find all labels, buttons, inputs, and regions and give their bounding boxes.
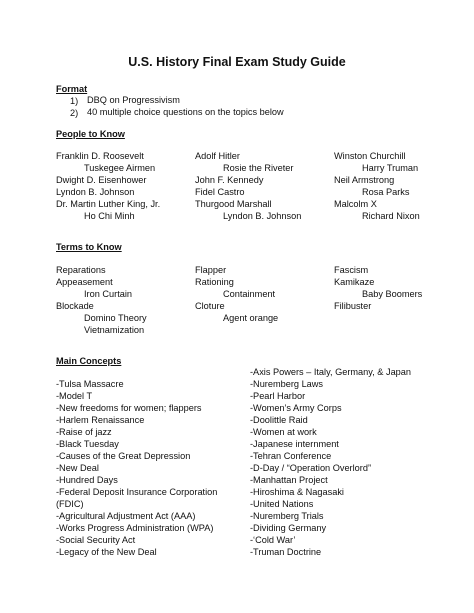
concept-item: (FDIC) xyxy=(56,499,84,509)
format-item: 40 multiple choice questions on the topics below xyxy=(87,107,284,117)
term-item: Cloture xyxy=(195,301,225,311)
concept-item: -Federal Deposit Insurance Corporation xyxy=(56,487,218,497)
concept-item: -Legacy of the New Deal xyxy=(56,547,157,557)
concept-item: -Hiroshima & Nagasaki xyxy=(250,487,344,497)
concept-item: -Pearl Harbor xyxy=(250,391,306,401)
term-item: Baby Boomers xyxy=(362,289,423,299)
terms-heading: Terms to Know xyxy=(56,242,122,252)
concept-item: -Dividing Germany xyxy=(250,523,327,533)
concept-item: -Women’s Army Corps xyxy=(250,403,342,413)
format-item-number: 1) xyxy=(70,96,79,106)
concept-item: -Works Progress Administration (WPA) xyxy=(56,523,214,533)
person-item: Ho Chi Minh xyxy=(84,211,135,221)
concepts-heading: Main Concepts xyxy=(56,356,122,366)
people-heading: People to Know xyxy=(56,129,125,139)
concept-item: -D-Day / “Operation Overlord” xyxy=(250,463,371,473)
concept-item: -Tulsa Massacre xyxy=(56,379,124,389)
person-item: Winston Churchill xyxy=(334,151,406,161)
term-item: Appeasement xyxy=(56,277,113,287)
concept-item: -United Nations xyxy=(250,499,314,509)
person-item: Rosie the Riveter xyxy=(223,163,294,173)
concept-item: -Tehran Conference xyxy=(250,451,332,461)
term-item: Vietnamization xyxy=(84,325,145,335)
term-item: Domino Theory xyxy=(84,313,147,323)
term-item: Reparations xyxy=(56,265,106,275)
concept-item: -New freedoms for women; flappers xyxy=(56,403,202,413)
person-item: Rosa Parks xyxy=(362,187,410,197)
concept-item: -Japanese internment xyxy=(250,439,339,449)
concept-item: -New Deal xyxy=(56,463,99,473)
concept-item: -Social Security Act xyxy=(56,535,136,545)
concept-item: -Axis Powers – Italy, Germany, & Japan xyxy=(250,367,412,377)
person-item: Richard Nixon xyxy=(362,211,420,221)
concept-item: -‘Cold War’ xyxy=(250,535,296,545)
term-item: Flapper xyxy=(195,265,227,275)
term-item: Blockade xyxy=(56,301,94,311)
person-item: Lyndon B. Johnson xyxy=(223,211,302,221)
concept-item: -Model T xyxy=(56,391,93,401)
page-title: U.S. History Final Exam Study Guide xyxy=(128,55,346,69)
term-item: Kamikaze xyxy=(334,277,375,287)
format-heading: Format xyxy=(56,84,88,94)
term-item: Filibuster xyxy=(334,301,372,311)
person-item: Dr. Martin Luther King, Jr. xyxy=(56,199,161,209)
concept-item: -Nuremberg Trials xyxy=(250,511,324,521)
concept-item: -Agricultural Adjustment Act (AAA) xyxy=(56,511,196,521)
person-item: Dwight D. Eisenhower xyxy=(56,175,147,185)
concept-item: -Harlem Renaissance xyxy=(56,415,145,425)
concept-item: -Raise of jazz xyxy=(56,427,112,437)
term-item: Agent orange xyxy=(223,313,279,323)
term-item: Rationing xyxy=(195,277,234,287)
concept-item: -Doolittle Raid xyxy=(250,415,308,425)
person-item: Adolf Hitler xyxy=(195,151,240,161)
concept-item: -Women at work xyxy=(250,427,317,437)
person-item: Neil Armstrong xyxy=(334,175,395,185)
person-item: John F. Kennedy xyxy=(195,175,264,185)
term-item: Iron Curtain xyxy=(84,289,133,299)
format-item: DBQ on Progressivism xyxy=(87,95,180,105)
person-item: Harry Truman xyxy=(362,163,419,173)
concept-item: -Black Tuesday xyxy=(56,439,119,449)
concept-item: -Hundred Days xyxy=(56,475,118,485)
person-item: Thurgood Marshall xyxy=(195,199,272,209)
format-item-number: 2) xyxy=(70,108,79,118)
term-item: Containment xyxy=(223,289,276,299)
person-item: Lyndon B. Johnson xyxy=(56,187,135,197)
person-item: Tuskegee Airmen xyxy=(84,163,156,173)
term-item: Fascism xyxy=(334,265,369,275)
concept-item: -Nuremberg Laws xyxy=(250,379,324,389)
person-item: Malcolm X xyxy=(334,199,377,209)
concept-item: -Truman Doctrine xyxy=(250,547,322,557)
person-item: Fidel Castro xyxy=(195,187,245,197)
person-item: Franklin D. Roosevelt xyxy=(56,151,144,161)
concept-item: -Causes of the Great Depression xyxy=(56,451,191,461)
concept-item: -Manhattan Project xyxy=(250,475,328,485)
